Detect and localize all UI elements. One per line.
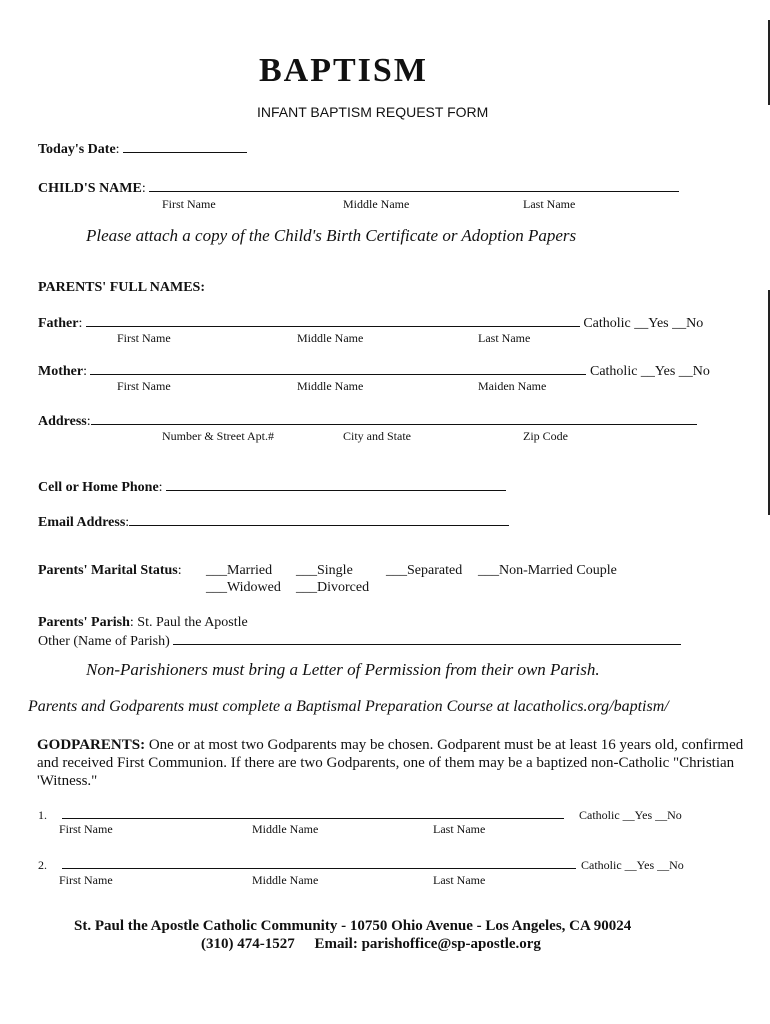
godparent-1-last-name-caption: Last Name xyxy=(433,822,486,836)
parents-heading: PARENTS' FULL NAMES: xyxy=(38,280,205,295)
child-name-row: CHILD'S NAME: xyxy=(38,179,679,197)
footer-phone: (310) 474-1527 xyxy=(201,936,295,952)
other-parish-field[interactable] xyxy=(173,632,681,645)
footer-contact xyxy=(201,936,541,953)
father-middle-name-caption: Middle Name xyxy=(297,331,364,345)
godparents-text: One or at most two Godparents may be chosen. Godparent must be at least 16 years old, confirmed and received First Communion. If there are two Godparents, one of them may be a baptized non-Catholic "Christian 'Witness." xyxy=(37,737,744,789)
mother-name-field[interactable] xyxy=(90,362,586,375)
godparent-2-middle-name-caption: Middle Name xyxy=(252,873,319,887)
marital-option-divorced[interactable]: ___Divorced xyxy=(296,580,370,595)
marital-option-single[interactable]: ___Single xyxy=(296,563,353,578)
phone-label: Cell or Home Phone xyxy=(38,480,159,495)
other-parish-row xyxy=(38,632,681,650)
email-label: Email Address xyxy=(38,515,126,530)
email-field[interactable] xyxy=(129,513,509,526)
godparent-1-middle-name-caption: Middle Name xyxy=(252,822,319,836)
godparent-2-catholic-choice[interactable]: Catholic __Yes __No xyxy=(581,858,684,872)
child-name-field[interactable] xyxy=(149,179,679,192)
godparent-2-number: 2. xyxy=(38,858,47,872)
godparent-2-row xyxy=(38,856,684,873)
parish-value: : St. Paul the Apostle xyxy=(129,615,248,630)
father-label: Father xyxy=(38,316,79,331)
father-row: Father: Catholic __Yes __No xyxy=(38,316,704,331)
godparent-1-catholic-choice[interactable]: Catholic __Yes __No xyxy=(579,808,682,822)
mother-catholic-choice[interactable]: Catholic __Yes __No xyxy=(589,364,710,379)
address-field[interactable] xyxy=(91,412,697,425)
mother-middle-name-caption: Middle Name xyxy=(297,379,364,393)
father-first-name-caption: First Name xyxy=(117,331,171,345)
attach-certificate-note: Please attach a copy of the Child's Birth Certificate or Adoption Papers xyxy=(86,226,577,245)
todays-date-row: Today's Date: xyxy=(38,140,247,158)
child-name-label: CHILD'S NAME xyxy=(38,181,142,196)
marital-status-label: Parents' Marital Status xyxy=(38,563,178,578)
address-label: Address xyxy=(38,414,87,429)
preparation-course-note: Parents and Godparents must complete a Baptismal Preparation Course at lacatholics.org/baptism/ xyxy=(28,698,669,715)
marital-option-married[interactable]: ___Married xyxy=(206,563,273,578)
form-subtitle: INFANT BAPTISM REQUEST FORM xyxy=(257,104,489,120)
godparents-paragraph xyxy=(37,736,749,790)
footer-email: Email: parishoffice@sp-apostle.org xyxy=(314,936,541,952)
form-title: BAPTISM xyxy=(259,52,428,89)
mother-label: Mother xyxy=(38,364,84,379)
marital-option-non-married[interactable]: ___Non-Married Couple xyxy=(478,563,617,578)
godparent-2-first-name-caption: First Name xyxy=(59,873,113,887)
address-city-caption: City and State xyxy=(343,429,411,443)
godparent-1-row xyxy=(38,806,682,823)
godparents-heading: GODPARENTS: xyxy=(37,737,146,753)
todays-date-field[interactable] xyxy=(123,140,247,153)
other-parish-label: Other (Name of Parish) xyxy=(38,634,170,649)
father-name-field[interactable] xyxy=(86,314,580,327)
father-catholic-choice[interactable]: Catholic __Yes __No xyxy=(583,316,704,331)
godparent-2-last-name-caption: Last Name xyxy=(433,873,486,887)
address-zip-caption: Zip Code xyxy=(523,429,568,443)
mother-maiden-name-caption: Maiden Name xyxy=(478,379,547,393)
child-last-name-caption: Last Name xyxy=(523,197,576,211)
email-row: Email Address: xyxy=(38,513,509,531)
marital-option-widowed[interactable]: ___Widowed xyxy=(206,580,281,595)
phone-row: Cell or Home Phone: xyxy=(38,478,506,496)
phone-field[interactable] xyxy=(166,478,506,491)
footer-address: St. Paul the Apostle Catholic Community - 10750 Ohio Avenue - Los Angeles, CA 90024 xyxy=(74,918,632,934)
address-street-caption: Number & Street Apt.# xyxy=(162,429,274,443)
address-row: Address: xyxy=(38,412,697,430)
non-parishioner-note: Non-Parishioners must bring a Letter of Permission from their own Parish. xyxy=(86,660,600,679)
mother-row: Mother: Catholic __Yes __No xyxy=(38,364,710,379)
marital-option-separated[interactable]: ___Separated xyxy=(386,563,463,578)
marital-status-row: Parents' Marital Status: xyxy=(38,563,182,578)
child-first-name-caption: First Name xyxy=(162,197,216,211)
father-last-name-caption: Last Name xyxy=(478,331,531,345)
godparent-1-number: 1. xyxy=(38,808,47,822)
godparent-2-name-field[interactable] xyxy=(62,856,576,869)
parish-row xyxy=(38,615,248,631)
todays-date-label: Today's Date xyxy=(38,142,116,157)
mother-first-name-caption: First Name xyxy=(117,379,171,393)
parish-label: Parents' Parish xyxy=(38,615,130,630)
child-middle-name-caption: Middle Name xyxy=(343,197,410,211)
godparent-1-name-field[interactable] xyxy=(62,806,564,819)
godparent-1-first-name-caption: First Name xyxy=(59,822,113,836)
